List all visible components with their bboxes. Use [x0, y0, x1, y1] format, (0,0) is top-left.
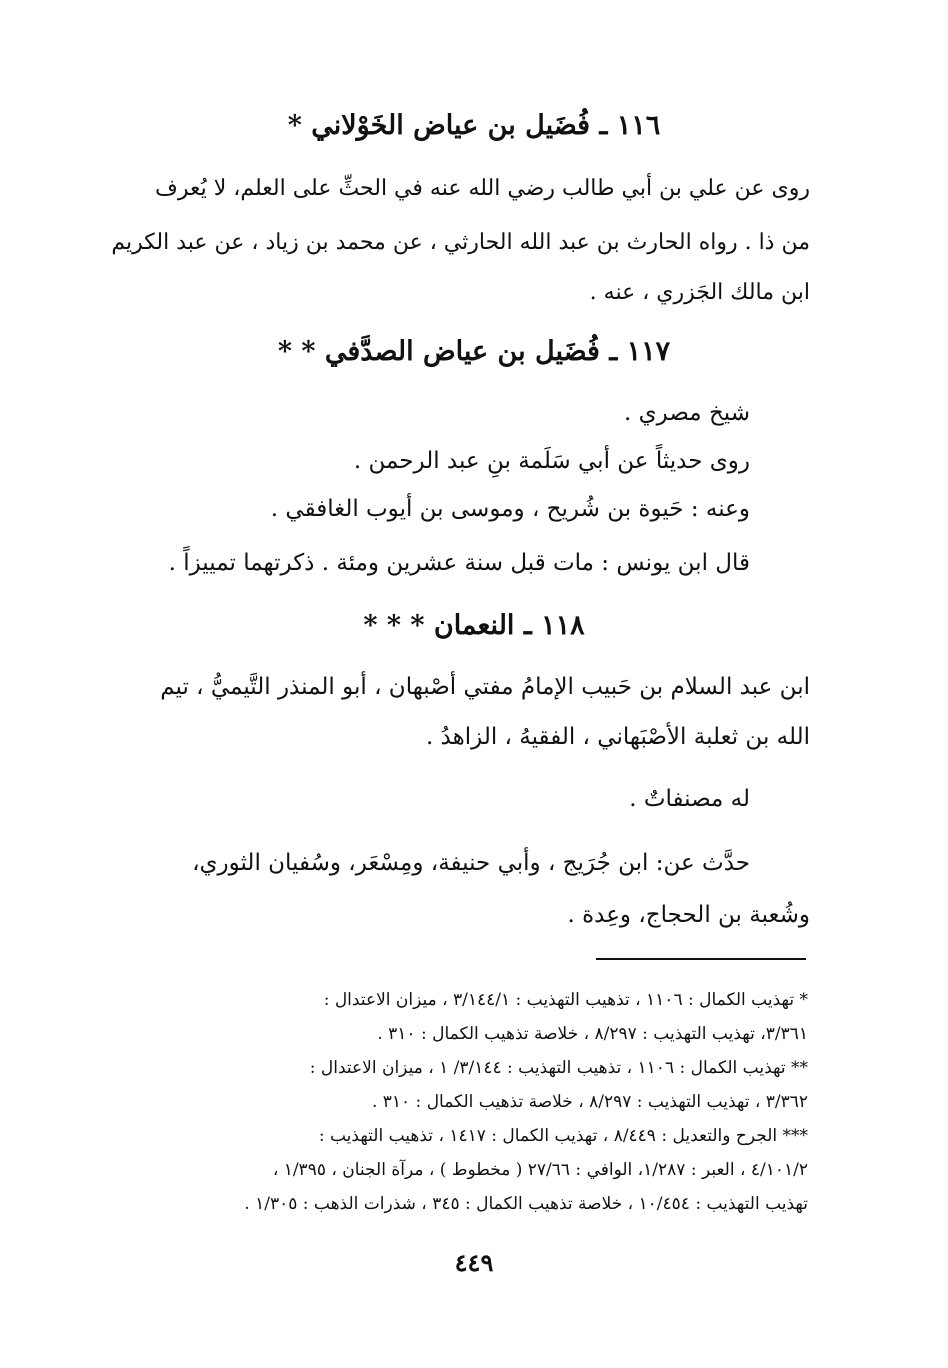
- page-number: ٤٤٩: [454, 1248, 494, 1277]
- entry-117-line-1: شيخ مصري .: [624, 400, 750, 426]
- entry-117-line-2: روى حديثاً عن أبي سَلَمة بنِ عبد الرحمن .: [353, 448, 750, 474]
- footnote-3-line-2: ٤/١٠١/٢ ، العبر : ١/٢٨٧، الوافي : ٢٧/٦٦ ( مخطوط ) ، مرآة الجنان ، ١/٣٩٥ ،: [272, 1160, 808, 1180]
- footnote-3-line-1: *** الجرح والتعديل : ٨/٤٤٩ ، تهذيب الكمال : ١٤١٧ ، تذهيب التهذيب :: [318, 1126, 808, 1146]
- footnote-separator: [596, 958, 806, 960]
- entry-heading-116: ١١٦ ـ فُضَيل بن عياض الخَوْلاني *: [287, 110, 661, 141]
- footnote-3-line-3: تهذيب التهذيب : ١٠/٤٥٤ ، خلاصة تذهيب الكمال : ٣٤٥ ، شذرات الذهب : ١/٣٠٥ .: [244, 1194, 808, 1214]
- entry-118-line-2: الله بن ثعلبة الأصْبَهاني ، الفقيهُ ، الزاهدُ .: [425, 724, 810, 750]
- entry-117-line-3: وعنه : حَيوة بن شُريح ، وموسى بن أيوب الغافقي .: [270, 496, 750, 522]
- footnote-1-line-1: * تهذيب الكمال : ١١٠٦ ، تذهيب التهذيب : ٣/١٤٤/١ ، ميزان الاعتدال :: [323, 990, 808, 1010]
- entry-heading-117: ١١٧ ـ فُضَيل بن عياض الصدَّفي * *: [277, 336, 671, 367]
- entry-116-line-3: ابن مالك الجَزري ، عنه .: [589, 280, 810, 305]
- entry-118-line-5: وشُعبة بن الحجاج، وعِدة .: [567, 902, 810, 928]
- entry-117-line-4: قال ابن يونس : مات قبل سنة عشرين ومئة . ذكرتهما تمييزاً .: [168, 550, 750, 576]
- entry-118-line-4: حدَّث عن: ابن جُرَيج ، وأبي حنيفة، ومِسْعَر، وسُفيان الثوري،: [192, 850, 750, 876]
- footnote-2-line-1: ** تهذيب الكمال : ١١٠٦ ، تذهيب التهذيب : ٣/١٤٤/ ١ ، ميزان الاعتدال :: [309, 1058, 808, 1078]
- entry-heading-118: ١١٨ ـ النعمان * * *: [363, 610, 585, 641]
- entry-118-line-3: له مصنفاتٌ .: [629, 786, 750, 812]
- footnote-1-line-2: ٣/٣٦١، تهذيب التهذيب : ٨/٢٩٧ ، خلاصة تذهيب الكمال : ٣١٠ .: [377, 1024, 808, 1044]
- entry-116-line-2: من ذا . رواه الحارث بن عبد الله الحارثي ، عن محمد بن زياد ، عن عبد الكريم: [111, 230, 810, 255]
- footnote-2-line-2: ٣/٣٦٢ ، تهذيب التهذيب : ٨/٢٩٧ ، خلاصة تذهيب الكمال : ٣١٠ .: [371, 1092, 808, 1112]
- entry-118-line-1: ابن عبد السلام بن حَبيب الإمامُ مفتي أصْبهان ، أبو المنذر التَّيميُّ ، تيم: [160, 674, 810, 700]
- entry-116-line-1: روى عن علي بن أبي طالب رضي الله عنه في الحثِّ على العلم، لا يُعرف: [155, 176, 810, 201]
